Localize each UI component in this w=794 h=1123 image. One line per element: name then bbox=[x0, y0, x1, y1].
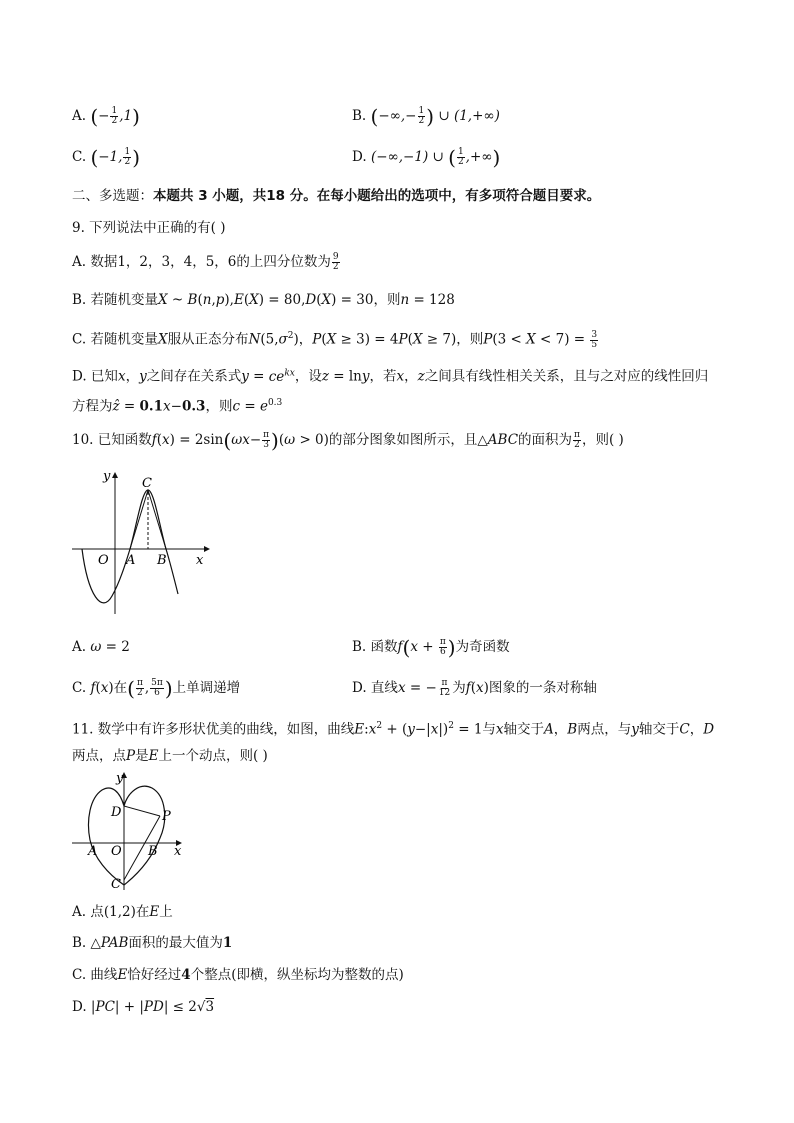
q8-option-d: D. (−∞,−1) ∪ ( $\frac{1}{2}$ ,+∞) bbox=[352, 145, 501, 170]
q9-option-d-line1: D. 已知x，y之间存在关系式$y = ce^{kx}$，设z = lny，若x，z之间具有线性相关关系，且与之对应的线性回归 bbox=[72, 368, 709, 385]
triangle-side-ac bbox=[130, 490, 148, 549]
triangle-side-bc bbox=[148, 490, 166, 549]
label-b: B bbox=[157, 553, 167, 568]
q10-option-a: A. ω = 2 bbox=[72, 639, 130, 655]
label-y: y bbox=[103, 469, 111, 484]
label-a: A bbox=[126, 553, 136, 568]
q11-option-d: D. |PC| + |PD| ≤ 2√3 bbox=[72, 999, 215, 1015]
label-p: P bbox=[162, 809, 171, 824]
q11-stem-line2: 两点，点P是E上一个动点，则( ) bbox=[72, 748, 268, 764]
section-prefix: 二、多选题： bbox=[72, 188, 153, 204]
label-d: D bbox=[111, 805, 122, 820]
option-label: A. bbox=[72, 108, 87, 124]
q10-stem: 10. 已知函数f(x) = 2sin(ωx− $\frac{\pi}{3}$ )(ω > 0)的部分图象如图所示，且△ABC的面积为 $\frac{\pi}{2}$ ，则( ) bbox=[72, 428, 624, 453]
label-x: x bbox=[196, 553, 204, 568]
q11-option-b: B. △PAB面积的最大值为1 bbox=[72, 935, 233, 951]
q11-figure bbox=[68, 770, 188, 894]
q8-option-a bbox=[72, 106, 140, 127]
x-axis-arrow bbox=[204, 546, 210, 552]
label-o: O bbox=[98, 553, 109, 568]
q10-option-c: C. f(x)在( $\frac{\pi}{2}$ , $\frac{5\pi}{6}$ )上单调递增 bbox=[72, 676, 241, 701]
heart-curve bbox=[89, 786, 165, 885]
q8-option-a-math: (− $\frac{1}{2}$ ,1) bbox=[90, 104, 140, 129]
section-instructions: 本题共 3 小题，共18 分。在每小题给出的选项中，有多项符合题目要求。 bbox=[153, 188, 601, 204]
label-c: C bbox=[142, 476, 152, 491]
q8-option-c: C. (−1, $\frac{1}{2}$ ) bbox=[72, 145, 140, 170]
label-c: C bbox=[111, 877, 121, 892]
q11-option-a: A. 点(1,2)在E上 bbox=[72, 904, 173, 920]
q9-option-b: B. 若随机变量X ~ B(n,p),E(X) = 80,D(X) = 30，则n = 128 bbox=[72, 292, 455, 308]
q9-option-a: A. 数据1，2，3，4，5，6的上四分位数为 $\frac{9}{2}$ bbox=[72, 252, 339, 272]
q11-stem-line1: 11. 数学中有许多形状优美的曲线，如图，曲线$E:x^2 + (y-|x|)^2 = 1$与x轴交于A，B两点，与y轴交于C，D bbox=[72, 721, 715, 738]
q10-figure bbox=[68, 468, 213, 618]
label-b: B bbox=[148, 844, 158, 859]
label-y: y bbox=[116, 771, 124, 786]
section-heading bbox=[72, 186, 600, 206]
q10-option-b: B. 函数f(x + $\frac{\pi}{6}$ )为奇函数 bbox=[352, 635, 510, 660]
q9-option-c: C. 若随机变量X服从正态分布$N(5,\sigma^2)$，P(X ≥ 3) = 4P(X ≥ 7)，则P(3 < X < 7) = $\frac{3}{5}$ bbox=[72, 329, 598, 350]
q11-option-c: C. 曲线E恰好经过4个整点(即横，纵坐标均为整数的点) bbox=[72, 967, 404, 983]
q10-option-d: D. 直线x = − $\frac{\pi}{12}$ 为f(x)图象的一条对称轴 bbox=[352, 678, 597, 698]
q9-stem: 9. 下列说法中正确的有( ) bbox=[72, 220, 226, 236]
sine-curve bbox=[82, 490, 178, 603]
segment-dp bbox=[124, 806, 160, 816]
q9-option-d-line2: 方程为ẑ = 0.1x−0.3，则$c = e^{0.3}$ bbox=[72, 398, 283, 415]
label-o: O bbox=[111, 844, 122, 859]
q8-option-b: B. (−∞,− $\frac{1}{2}$ ) ∪ (1,+∞) bbox=[352, 104, 500, 129]
label-a: A bbox=[88, 844, 98, 859]
y-axis-arrow bbox=[112, 472, 118, 478]
label-x: x bbox=[174, 844, 182, 859]
